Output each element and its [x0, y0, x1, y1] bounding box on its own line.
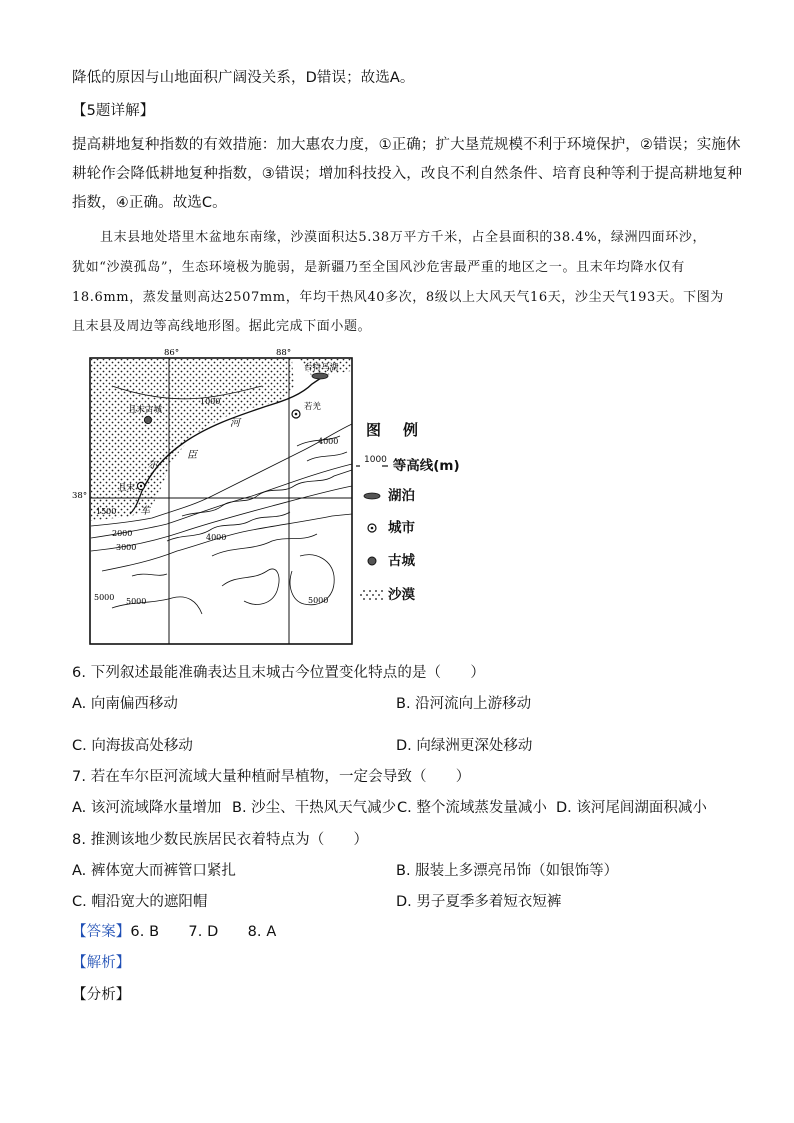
lake-taitema — [312, 373, 328, 379]
legend-lake — [356, 484, 415, 504]
answer-values: 6. B 7. D 8. A — [130, 924, 277, 940]
legend-contour-value: 1000 — [364, 455, 387, 465]
legend-city — [356, 516, 415, 536]
label-lake: 台特马湖 — [304, 363, 339, 373]
question-8: 8. 推测该地少数民族居民衣着特点为（ ） — [72, 832, 369, 848]
question-7-option-d: D. 该河尾闾湖面积减小 — [556, 800, 707, 816]
legend-city-label: 城市 — [388, 520, 415, 536]
question-6-option-b: B. 沿河流向上游移动 — [396, 696, 532, 712]
legend-lake-label: 湖泊 — [388, 488, 415, 504]
label-c5000c: 5000 — [308, 596, 329, 605]
answer-line — [72, 920, 276, 941]
text-line-5: 指数，④正确。故选C。 — [72, 195, 227, 211]
text-line-1: 降低的原因与山地面积广阔没关系，D错误；故选A。 — [72, 70, 415, 86]
city-icon — [356, 522, 388, 534]
label-ancient-city: 且末古城 — [128, 405, 163, 415]
passage-line-2: 犹如“沙漠孤岛”，生态环境极为脆弱，是新疆乃至全国风沙危害最严重的地区之一。且末年均降水仅有 — [72, 260, 685, 275]
question-7: 7. 若在车尔臣河流域大量种植耐旱植物，一定会导致（ ） — [72, 769, 471, 785]
lake-icon — [356, 491, 388, 501]
ancient-city-icon — [356, 555, 388, 567]
contour-map — [72, 346, 372, 646]
label-c2000: 2000 — [112, 529, 133, 538]
fenxi-heading: 【分析】 — [72, 987, 131, 1003]
question-6-option-d: D. 向绿洲更深处移动 — [396, 738, 533, 754]
passage-line-1: 且末县地处塔里木盆地东南缘，沙漠面积达5.38万平方千米，占全县面积的38.4%，绿洲四面环沙， — [100, 230, 707, 245]
label-c3000: 3000 — [116, 543, 137, 552]
question-8-option-b: B. 服装上多漂亮吊饰（如银饰等） — [396, 863, 619, 879]
text-line-4: 耕轮作会降低耕地复种指数，③错误；增加科技投入，改良不利自然条件、培育良种等利于提高耕地复种 — [72, 166, 743, 182]
legend-title: 图例 — [366, 421, 441, 439]
label-river-che: 车 — [140, 506, 150, 517]
label-c4000a: 4000 — [318, 437, 339, 446]
question-8-option-a: A. 裤体宽大而裤管口紧扎 — [72, 863, 236, 879]
label-river-he: 河 — [230, 418, 240, 429]
question-8-option-d: D. 男子夏季多着短衣短裤 — [396, 894, 562, 910]
legend-contour-label: 等高线(m) — [392, 458, 460, 474]
desert-icon — [356, 588, 388, 602]
label-qiemo: 且末 — [118, 483, 136, 493]
question-6-option-c: C. 向海拔高处移动 — [72, 738, 193, 754]
section-heading-q5: 【5题详解】 — [72, 103, 155, 119]
label-c5000b: 5000 — [126, 597, 147, 606]
question-7-option-b: B. 沙尘、干热风天气减少 — [232, 800, 397, 816]
legend-ancient-label: 古城 — [388, 553, 415, 569]
answer-label: 【答案】 — [72, 924, 131, 940]
label-river-er: 尔 — [148, 460, 158, 471]
question-6: 6. 下列叙述最能准确表达且末城古今位置变化特点的是（ ） — [72, 665, 485, 681]
question-7-option-a: A. 该河流域降水量增加 — [72, 800, 222, 816]
ancient-city-marker — [144, 416, 151, 423]
question-7-option-c: C. 整个流域蒸发量减小 — [397, 800, 547, 816]
label-c1500: 1500 — [96, 507, 117, 516]
passage-line-3: 18.6mm，蒸发量则高达2507mm，年均干热风40多次，8级以上大风天气16天，沙尘天气193天。下图为 — [72, 290, 724, 305]
label-c1000: 1000 — [200, 397, 221, 406]
legend-contour — [356, 454, 460, 474]
label-lat-38: 38° — [72, 491, 88, 501]
text-line-3: 提高耕地复种指数的有效措施：加大惠农力度，①正确；扩大垦荒规模不利于环境保护，②错误；实施休 — [72, 137, 741, 153]
passage-line-4: 且末县及周边等高线地形图。据此完成下面小题。 — [72, 319, 372, 334]
question-6-option-a: A. 向南偏西移动 — [72, 696, 178, 712]
label-river-chen: 臣 — [187, 450, 197, 461]
legend-desert-label: 沙漠 — [388, 587, 415, 603]
legend-desert — [356, 583, 415, 603]
question-8-option-c: C. 帽沿宽大的遮阳帽 — [72, 894, 208, 910]
label-c5000a: 5000 — [94, 593, 115, 602]
label-c4000b: 4000 — [206, 533, 227, 542]
label-lon-88: 88° — [276, 348, 292, 358]
label-ruoqiang: 若羌 — [304, 402, 322, 412]
analysis-heading: 【解析】 — [72, 955, 131, 971]
label-lon-86: 86° — [164, 348, 180, 358]
legend-ancient-city — [356, 549, 415, 569]
